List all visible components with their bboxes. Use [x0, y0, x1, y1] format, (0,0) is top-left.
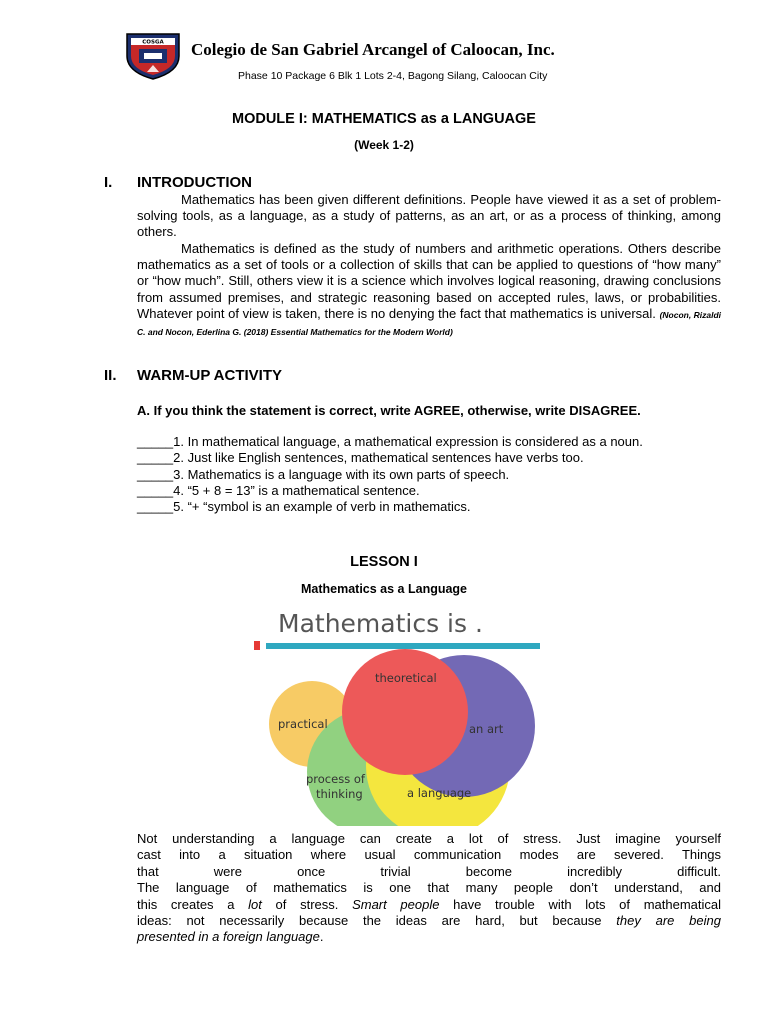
- section-title-warmup: WARM-UP ACTIVITY: [137, 367, 282, 384]
- lesson-title: LESSON I: [350, 554, 418, 570]
- closing-line-6: ideas: not necessarily because the ideas are hard, but because they are being: [137, 913, 721, 929]
- warmup-item: _____3. Mathematics is a language with its own parts of speech.: [137, 466, 510, 482]
- section-title-intro: INTRODUCTION: [137, 174, 252, 191]
- label-a-language: a language: [407, 786, 472, 800]
- label-process-of: process of: [306, 772, 365, 786]
- label-theoretical: theoretical: [375, 671, 437, 685]
- warmup-item: _____2. Just like English sentences, mathematical sentences have verbs too.: [137, 450, 584, 466]
- school-name: Colegio de San Gabriel Arcangel of Caloocan, Inc.: [191, 40, 555, 59]
- mathematics-is-diagram: [250, 604, 550, 826]
- warmup-instruction: A. If you think the statement is correct, write AGREE, otherwise, write DISAGREE.: [137, 403, 641, 418]
- label-thinking: thinking: [316, 787, 363, 801]
- diagram-heading: Mathematics is .: [278, 609, 483, 638]
- school-address: Phase 10 Package 6 Blk 1 Lots 2-4, Bagong Silang, Caloocan City: [238, 70, 548, 82]
- closing-line-2: cast into a situation where usual communication modes are severed. Things: [137, 847, 721, 863]
- closing-line-1: Not understanding a language can create a lot of stress. Just imagine yourself: [137, 831, 721, 846]
- lesson-subtitle: Mathematics as a Language: [300, 582, 468, 596]
- label-an-art: an art: [469, 722, 504, 736]
- school-logo: [125, 32, 181, 80]
- section-number-warmup: II.: [104, 367, 117, 384]
- module-week: (Week 1-2): [354, 138, 414, 152]
- circle-theoretical: [342, 649, 468, 775]
- warmup-items: [137, 434, 643, 515]
- closing-line-7: presented in a foreign language.: [137, 929, 324, 945]
- module-title: MODULE I: MATHEMATICS as a LANGUAGE: [232, 111, 536, 127]
- logo-text: COSGA: [142, 39, 164, 46]
- closing-paragraph: [137, 831, 721, 946]
- warmup-item: _____4. “5 + 8 = 13” is a mathematical sentence.: [137, 482, 420, 498]
- intro-paragraph-2: Mathematics is defined as the study of numbers and arithmetic operations. Others describe mathematics as a set of tools or a collection of skills that can be applied to questions of “how many” or “how much”. Still, others view it is a science which involves logical reasoning, drawing conclusions from assumed premises, and strategic reasoning based on accepted rules, laws, or probabilities. Whatever point of view is taken, there is no denying the fact that mathematics is universal. (Nocon, Rizaldi C. and Nocon, Ederlina G. (2018) Essential Mathematics for the Modern World): [137, 241, 722, 338]
- warmup-item: _____1. In mathematical language, a mathematical expression is considered as a noun.: [137, 434, 643, 449]
- closing-line-5: this creates a lot of stress. Smart people have trouble with lots of mathematical: [137, 896, 722, 912]
- accent-teal-bar: [266, 643, 540, 649]
- label-practical: practical: [278, 717, 328, 731]
- section-number-intro: I.: [104, 174, 113, 191]
- warmup-item: _____5. “+ “symbol is an example of verb in mathematics.: [137, 499, 471, 515]
- intro-paragraph-1: Mathematics has been given different definitions. People have viewed it as a set of problem-solving tools, as a language, as a study of patterns, as an art, or as a process of thinking, among others.: [137, 192, 721, 240]
- closing-line-3: that were once trivial become incredibly difficult.: [137, 863, 721, 879]
- closing-line-4: The language of mathematics is one that many people don’t understand, and: [137, 880, 721, 896]
- citation: (Nocon, Rizaldi C. and Nocon, Ederlina G. (2018) Essential Mathematics for the Modern World): [137, 309, 722, 338]
- accent-red-block: [254, 641, 260, 650]
